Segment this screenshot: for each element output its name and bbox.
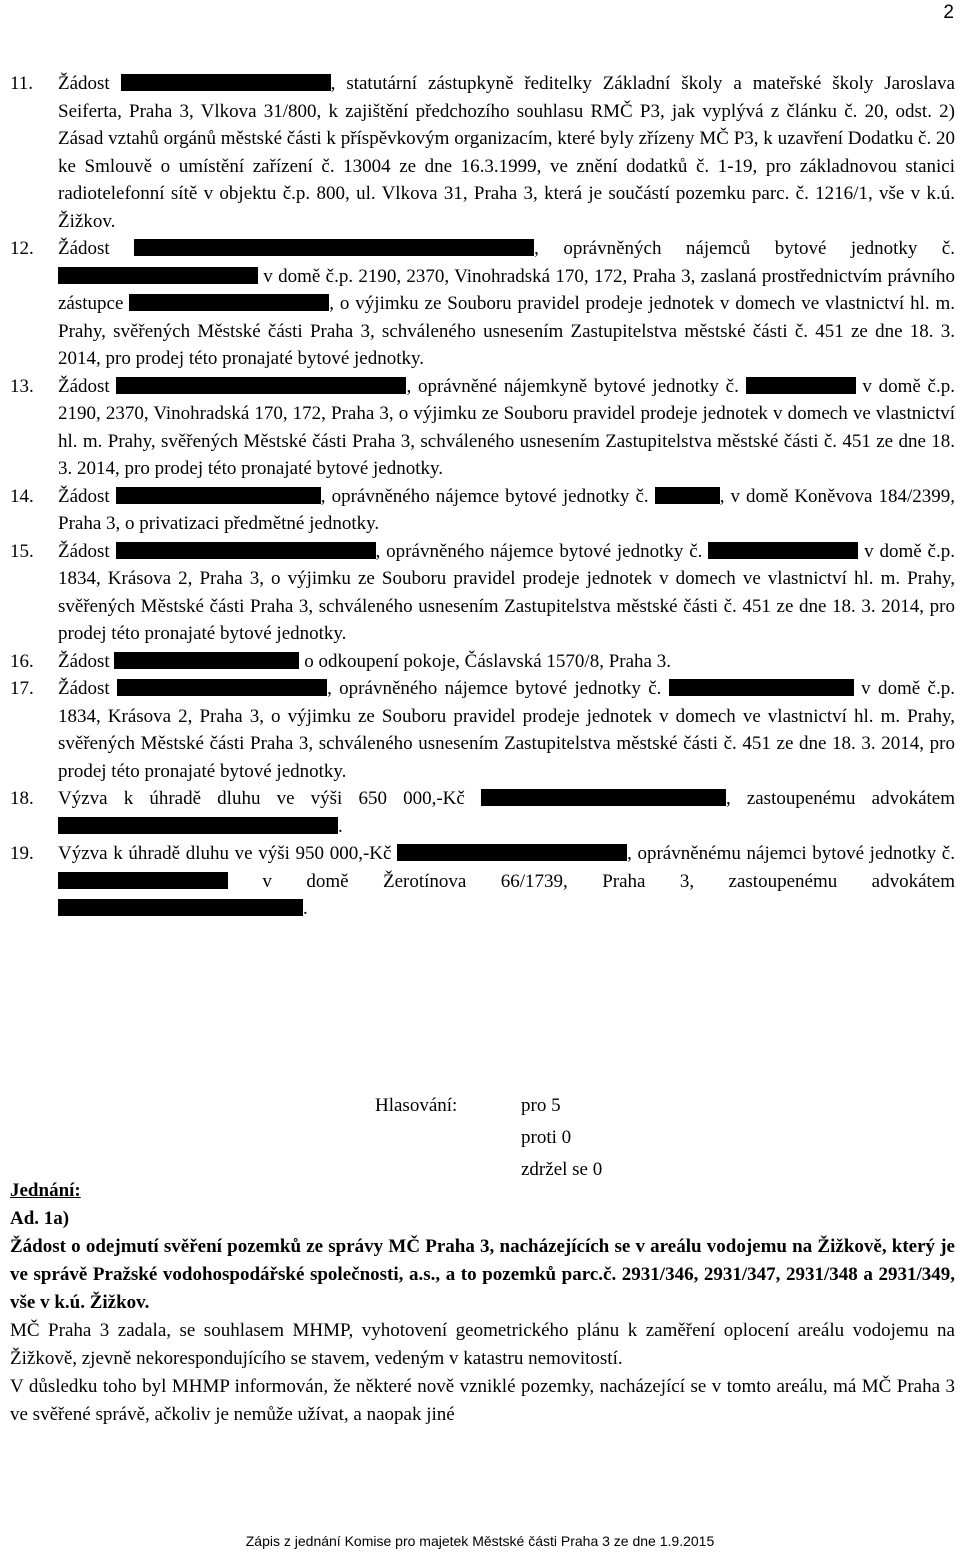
redacted-block [58,267,258,284]
redacted-block [397,844,627,861]
item-text: Žádost o odkoupení pokoje, Čáslavská 1570/8, Praha 3. [58,650,671,672]
jednani-heading: Jednání: [10,1180,81,1201]
item-text: Žádost , statutární zástupkyně ředitelky Základní školy a mateřské školy Jaroslava Seiferta, Praha 3, Vlkova 31/800, k zajištění předchozího souhlasu RMČ P3, jak vyplývá z článku č. 20, odst. 2) Zásad vztahů orgánů městské části k příspěvkovým organizacím, které byly zřízeny MČ P3, k uzavření Dodatku č. 20 ke Smlouvě o umístění zařízení č. 13004 ze dne 16.3.1999, ve znění dodatků č. 1-19, pro základnovou stanici radiotelefonní sítě v objektu č.p. 800, ul. Vlkova 31, Praha 3, která je součástí pozemku parc. č. 1216/1, vše v k.ú. Žižkov. [58,73,955,232]
vote-pro: pro 5 [521,1095,561,1116]
ad-label: Ad. 1a) [10,1208,70,1229]
item-number: 13. [10,375,34,397]
item-text: Žádost , oprávněných nájemců bytové jednotky č. v domě č.p. 2190, 2370, Vinohradská 170, 172, Praha 3, zaslaná prostřednictvím právního zástupce , o výjimku ze Souboru pravidel prodeje jednotek v domech ve vlastnictví hl. m. Prahy, svěřených Městské části Praha 3, schváleného usnesením Zastupitelstva městské části č. 451 ze dne 18. 3. 2014, pro prodej této pronajaté bytové jednotky. [58,238,955,369]
redacted-block [114,652,299,669]
redacted-block [117,679,327,696]
vote-proti: proti 0 [521,1127,572,1148]
redacted-block [708,542,858,559]
item-text: Žádost , oprávněného nájemce bytové jednotky č. v domě č.p. 1834, Krásova 2, Praha 3, o výjimku ze Souboru pravidel prodeje jednotek v domech ve vlastnictví hl. m. Prahy, svěřených Městské části Praha 3, schváleného usnesením Zastupitelstva městské části č. 451 ze dne 18. 3. 2014, pro prodej této pronajaté bytové jednotky. [58,678,955,782]
jednani-section [10,1177,955,1429]
item-number: 15. [10,540,34,562]
agenda-item [10,373,955,483]
item-number: 11. [10,73,34,94]
item-number: 12. [10,238,34,259]
vote-block [375,1092,661,1184]
item-number: 18. [10,788,34,809]
redacted-block [58,872,228,889]
redacted-block [116,487,321,504]
agenda-item [10,538,955,648]
item-number: 16. [10,650,34,672]
redacted-block [58,899,303,916]
agenda-item [10,648,955,676]
agenda-list [10,70,955,923]
redacted-block [746,377,856,394]
agenda-item [10,840,955,923]
agenda-item [10,235,955,373]
paragraph-1: MČ Praha 3 zadala, se souhlasem MHMP, vyhotovení geometrického plánu k zaměření oplocení areálu vodojemu na Žižkově, zjevně nekorespondujícího se stavem, vedeným v katastru nemovitostí. [10,1320,955,1369]
redacted-block [129,294,329,311]
paragraph-2: V důsledku toho byl MHMP informován, že některé nově vzniklé pozemky, nacházející se v tomto areálu, má MČ Praha 3 ve svěřené správě, ačkoliv je nemůže užívat, a naopak jiné [10,1376,955,1425]
agenda-item [10,785,955,840]
redacted-block [121,74,331,91]
item-text: Žádost , oprávněného nájemce bytové jednotky č. , v domě Koněvova 184/2399, Praha 3, o privatizaci předmětné jednotky. [58,485,955,534]
agenda-item [10,483,955,538]
page-footer: Zápis z jednání Komise pro majetek Městské části Praha 3 ze dne 1.9.2015 [245,1533,715,1549]
item-text: Žádost , oprávněné nájemkyně bytové jednotky č. v domě č.p. 2190, 2370, Vinohradská 170, 172, Praha 3, o výjimku ze Souboru pravidel prodeje jednotek v domech ve vlastnictví hl. m. Prahy, svěřených Městské části Praha 3, schváleného usnesením Zastupitelstva městské části č. 451 ze dne 18. 3. 2014, pro prodej této pronajaté bytové jednotky. [58,375,955,479]
item-text: Výzva k úhradě dluhu ve výši 650 000,-Kč , zastoupenému advokátem . [58,788,955,837]
redacted-block [669,679,854,696]
redacted-block [116,377,406,394]
vote-zdrzel: zdržel se 0 [521,1159,603,1180]
page-number: 2 [943,2,954,23]
redacted-block [58,817,338,834]
redacted-block [116,542,376,559]
ad-title: Žádost o odejmutí svěření pozemků ze správy MČ Praha 3, nacházejících se v areálu vodojemu na Žižkově, který je ve správě Pražské vodohospodářské společnosti, a.s., a to pozemků parc.č. 2931/346, 2931/347, 2931/348 a 2931/349, vše v k.ú. Žižkov. [10,1236,955,1313]
redacted-block [655,487,720,504]
item-number: 17. [10,678,34,699]
item-text: Výzva k úhradě dluhu ve výši 950 000,-Kč , oprávněnému nájemci bytové jednotky č. v domě Žerotínova 66/1739, Praha 3, zastoupenému advokátem . [58,843,955,919]
agenda-item [10,70,955,235]
item-number: 19. [10,843,34,864]
vote-label: Hlasování: [375,1095,458,1116]
agenda-item [10,675,955,785]
item-number: 14. [10,485,34,507]
item-text: Žádost , oprávněného nájemce bytové jednotky č. v domě č.p. 1834, Krásova 2, Praha 3, o výjimku ze Souboru pravidel prodeje jednotek v domech ve vlastnictví hl. m. Prahy, svěřených Městské části Praha 3, schváleného usnesením Zastupitelstva městské části č. 451 ze dne 18. 3. 2014, pro prodej této pronajaté bytové jednotky. [58,540,955,644]
redacted-block [481,789,726,806]
redacted-block [134,239,534,256]
